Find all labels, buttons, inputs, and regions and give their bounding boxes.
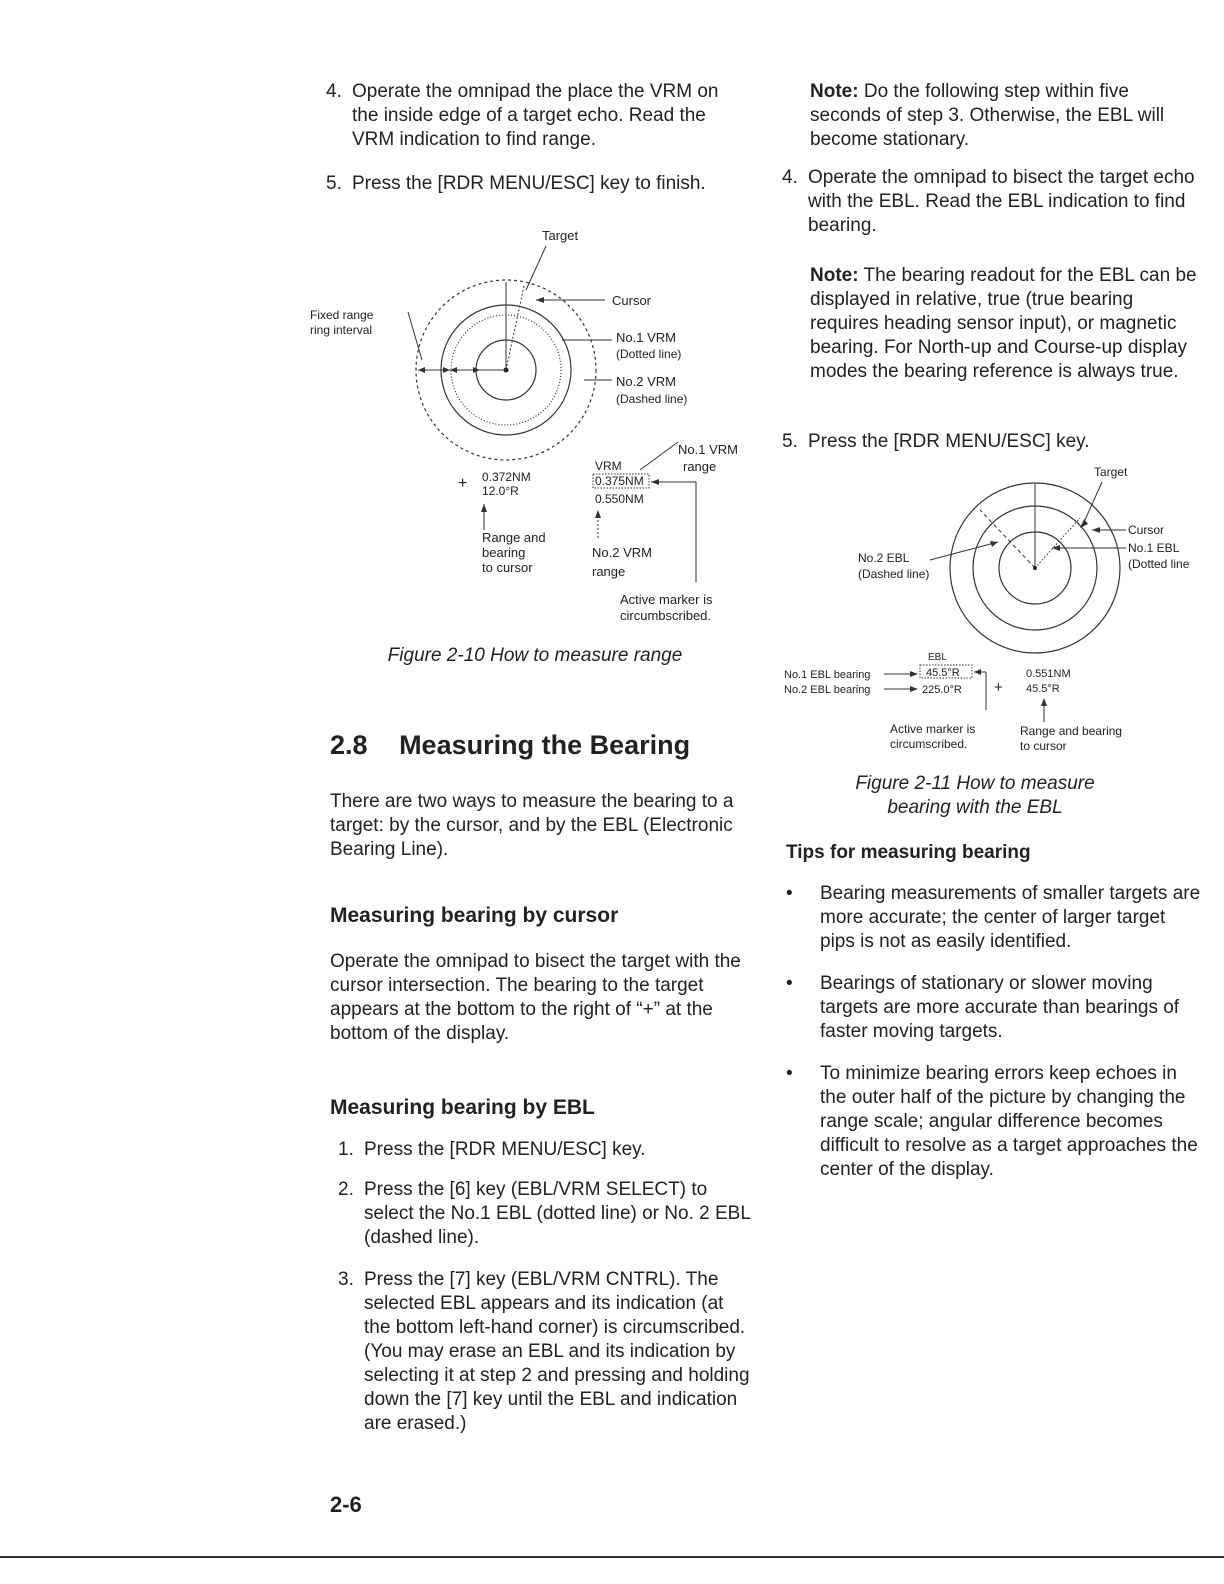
- bullet: •: [786, 1063, 793, 1084]
- step-number: 3.: [338, 1269, 354, 1290]
- arrowhead: [651, 479, 659, 485]
- ebl1-line: [1035, 518, 1080, 568]
- vrm2-label: (Dashed line): [616, 392, 688, 406]
- no2-vrm-range-label: range: [592, 564, 626, 579]
- step-text: Press the [RDR MENU/ESC] key to finish.: [352, 173, 706, 194]
- no1-ebl-bearing-label: No.1 EBL bearing: [784, 669, 871, 681]
- fixed-range-pointer: [408, 312, 422, 360]
- no2-vrm-range-label: No.2 VRM: [592, 545, 652, 560]
- cursor-paragraph: Operate the omnipad to bisect the target with the cursor intersection. The bearing to the target appears at the bottom to the right of “+” at the bottom of the display.: [330, 951, 741, 1044]
- step-number: 5.: [782, 431, 798, 452]
- step-number: 4.: [326, 81, 342, 102]
- section-number: 2.8: [330, 730, 368, 760]
- arrowhead: [481, 504, 487, 512]
- note-label: Note:: [810, 265, 859, 286]
- range-bearing-label: Range and bearing: [1020, 724, 1123, 738]
- footer-rule: [0, 1556, 1224, 1558]
- list-item: [786, 972, 1202, 1044]
- ebl-step-2: [338, 1178, 754, 1250]
- cursor-range-value: 0.551NM: [1026, 668, 1071, 680]
- ebl1-label: (Dotted line: [1128, 557, 1190, 571]
- figure-range-diagram: [300, 220, 770, 640]
- range-bearing-label: bearing: [482, 545, 526, 560]
- ebl1-value: 45.5°R: [926, 667, 960, 679]
- section-title: Measuring the Bearing: [399, 730, 691, 760]
- active-marker-label: Active marker is: [620, 592, 713, 607]
- bullet: •: [786, 883, 793, 904]
- step-number: 2.: [338, 1179, 354, 1200]
- note-label: Note:: [810, 81, 859, 102]
- own-ship-dot: [1033, 566, 1037, 570]
- range-step-4: [326, 80, 744, 152]
- step-number: 5.: [326, 173, 342, 194]
- cursor-bearing-line: [506, 286, 524, 370]
- note-step-timing: [810, 80, 1202, 152]
- vrm-readout-label: VRM: [595, 459, 622, 473]
- cursor-range-value: 0.372NM: [482, 470, 531, 484]
- list-item: [786, 882, 1202, 954]
- tips-list: [786, 882, 1202, 1200]
- arrowhead: [910, 671, 918, 677]
- tip-text: Bearings of stationary or slower moving targets are more accurate than bearings of faster moving targets.: [820, 973, 1180, 1042]
- step-text: Press the [RDR MENU/ESC] key.: [364, 1139, 646, 1160]
- bearing-step-4: [782, 166, 1198, 238]
- step-number: 1.: [338, 1139, 354, 1160]
- ebl2-label: (Dashed line): [858, 567, 930, 581]
- note-text: The bearing readout for the EBL can be displayed in relative, true (true bearing requires heading sensor input), or magnetic bearing. For North-up and Course-up display modes the bearing reference is always true.: [810, 265, 1197, 382]
- active-marker-label: Active marker is: [890, 722, 976, 736]
- arrowhead: [974, 669, 981, 675]
- range-bearing-label: Range and: [482, 530, 546, 545]
- step-text: Operate the omnipad the place the VRM on the inside edge of a target echo. Read the VRM indication to find range.: [352, 81, 719, 150]
- page-number: 2-6: [330, 1492, 362, 1517]
- target-pointer: [526, 246, 546, 290]
- cursor-subheading: Measuring bearing by cursor: [330, 904, 619, 927]
- no2-ebl-bearing-label: No.2 EBL bearing: [784, 684, 871, 696]
- cursor-bearing-value: 12.0°R: [482, 484, 519, 498]
- step-text: Operate the omnipad to bisect the target echo with the EBL. Read the EBL indication to find bearing.: [808, 167, 1195, 236]
- no1-vrm-range-label: range: [683, 459, 717, 474]
- vrm2-label: No.2 VRM: [616, 374, 676, 389]
- no1-vrm-range-pointer: [640, 442, 678, 470]
- ebl2-label: No.2 EBL: [858, 551, 910, 565]
- ebl2-line: [980, 510, 1035, 568]
- active-marker-label: circumscribed.: [890, 737, 968, 751]
- arrowhead: [990, 541, 998, 547]
- ebl2-value: 225.0°R: [922, 684, 962, 696]
- fixed-range-label: Fixed range: [310, 308, 374, 322]
- bullet: •: [786, 973, 793, 994]
- ebl-step-1: [338, 1138, 754, 1162]
- range-step-5: [326, 172, 744, 196]
- target-echo: [1080, 519, 1088, 528]
- note-text: Do the following step within five seconds of step 3. Otherwise, the EBL will become stationary.: [810, 81, 1165, 150]
- active-marker-label: circumbscribed.: [620, 608, 712, 623]
- arrowhead: [536, 297, 544, 303]
- figure-bearing-diagram: [780, 458, 1220, 762]
- tip-text: Bearing measurements of smaller targets are more accurate; the center of larger target pips is not as easily identified.: [820, 883, 1201, 952]
- figure-2-10-caption: Figure 2-10 How to measure range: [387, 645, 683, 666]
- step-text: Press the [RDR MENU/ESC] key.: [808, 431, 1090, 452]
- note-bearing-readout: [810, 264, 1202, 384]
- fixed-range-label: ring interval: [310, 323, 373, 337]
- ebl-subheading: Measuring bearing by EBL: [330, 1096, 595, 1119]
- step-text: Press the [7] key (EBL/VRM CNTRL). The selected EBL appears and its indication (at the bottom left-hand corner) is circumscribed. (You may erase an EBL and its indication by selecting it at step 2 and pressing and holding down the [7] key until the EBL and indication are erased.): [364, 1269, 750, 1434]
- cursor-bearing-value: 45.5°R: [1026, 683, 1060, 695]
- bearing-step-5: [782, 430, 1198, 454]
- cursor-plus: +: [994, 679, 1003, 696]
- list-item: [786, 1062, 1202, 1182]
- vrm1-label: (Dotted line): [616, 347, 682, 361]
- ebl2-pointer: [930, 542, 998, 560]
- arrowhead: [1041, 698, 1047, 706]
- caption-line: bearing with the EBL: [887, 797, 1063, 818]
- ebl-readout-label: EBL: [928, 652, 947, 663]
- target-label: Target: [1094, 465, 1128, 479]
- section-heading: [330, 730, 690, 761]
- vrm1-label: No.1 VRM: [616, 330, 676, 345]
- cursor-plus: +: [458, 475, 468, 492]
- step-text: Press the [6] key (EBL/VRM SELECT) to select the No.1 EBL (dotted line) or No. 2 EBL (dashed line).: [364, 1179, 751, 1248]
- arrowhead: [910, 686, 918, 692]
- target-label: Target: [542, 228, 579, 243]
- ebl-step-3: [338, 1268, 754, 1436]
- range-bearing-label: to cursor: [1020, 739, 1067, 753]
- arrowhead: [1052, 545, 1060, 551]
- section-intro: There are two ways to measure the bearing to a target: by the cursor, and by the EBL (Electronic Bearing Line).: [330, 791, 734, 860]
- vrm2-value: 0.550NM: [595, 492, 644, 506]
- cursor-label: Cursor: [612, 293, 652, 308]
- tip-text: To minimize bearing errors keep echoes in the outer half of the picture by changing the range scale; angular difference becomes difficult to resolve as a target approaches the center of the display.: [820, 1063, 1198, 1180]
- caption-line: Figure 2-11 How to measure: [855, 773, 1095, 794]
- range-bearing-label: to cursor: [482, 560, 533, 575]
- cursor-label: Cursor: [1128, 523, 1165, 537]
- step-number: 4.: [782, 167, 798, 188]
- no1-vrm-range-label: No.1 VRM: [678, 442, 738, 457]
- ebl1-label: No.1 EBL: [1128, 541, 1180, 555]
- arrowhead: [1092, 527, 1100, 533]
- tips-heading: Tips for measuring bearing: [786, 842, 1031, 863]
- arrowhead: [595, 510, 601, 518]
- vrm1-value: 0.375NM: [595, 474, 644, 488]
- figure-2-11-caption: [820, 772, 1130, 820]
